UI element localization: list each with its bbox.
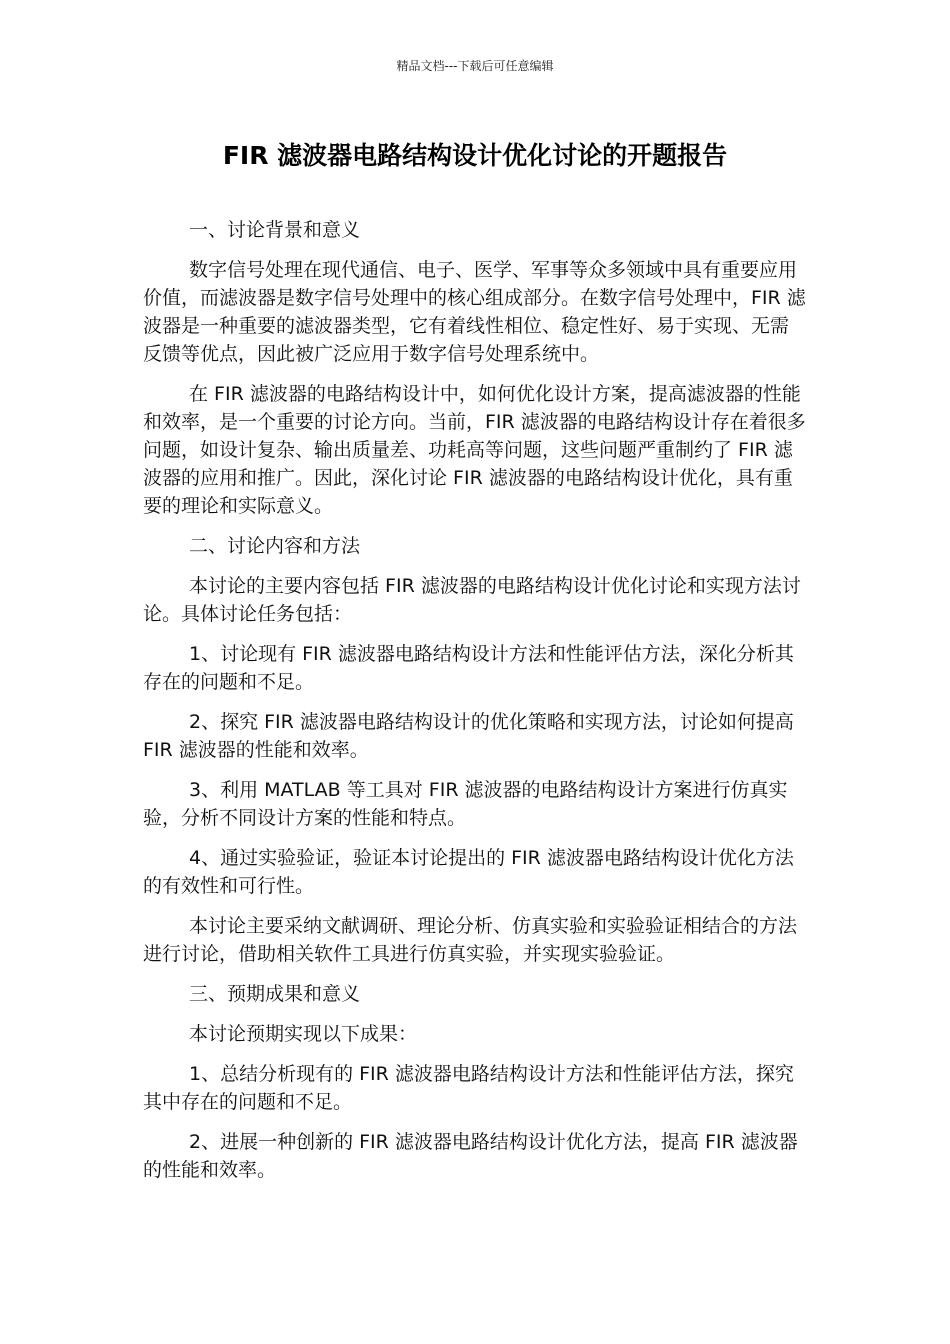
result-item-1: 1、总结分析现有的 FIR 滤波器电路结构设计方法和性能评估方法，探究其中存在的问题和不足。 — [143, 1063, 794, 1113]
section-heading-background: 一、讨论背景和意义 — [189, 219, 361, 241]
paragraph-method-summary: 本讨论主要采纳文献调研、理论分析、仿真实验和实验验证相结合的方法进行讨论，借助相关软件工具进行仿真实验，并实现实验验证。 — [143, 915, 798, 965]
task-item-1: 1、讨论现有 FIR 滤波器电路结构设计方法和性能评估方法，深化分析其存在的问题和不足。 — [143, 643, 794, 693]
paragraph-results-intro: 本讨论预期实现以下成果： — [189, 1023, 418, 1045]
task-item-4: 4、通过实验验证，验证本讨论提出的 FIR 滤波器电路结构设计优化方法的有效性和可行性。 — [143, 847, 794, 897]
document-body — [143, 216, 807, 1196]
task-item-2: 2、探究 FIR 滤波器电路结构设计的优化策略和实现方法，讨论如何提高 FIR 滤波器的性能和效率。 — [143, 711, 794, 761]
page-header: 精品文档---下载后可任意编辑 — [396, 59, 554, 73]
paragraph-background-1: 数字信号处理在现代通信、电子、医学、军事等众多领域中具有重要应用价值，而滤波器是数字信号处理中的核心组成部分。在数字信号处理中，FIR 滤波器是一种重要的滤波器类型，它有着线性相位、稳定性好、易于实现、无需反馈等优点，因此被广泛应用于数字信号处理系统中。 — [143, 259, 806, 365]
section-heading-content-method: 二、讨论内容和方法 — [189, 535, 361, 557]
task-item-3: 3、利用 MATLAB 等工具对 FIR 滤波器的电路结构设计方案进行仿真实验，分析不同设计方案的性能和特点。 — [143, 779, 788, 829]
document-title: FIR 滤波器电路结构设计优化讨论的开题报告 — [222, 141, 728, 170]
paragraph-background-2: 在 FIR 滤波器的电路结构设计中，如何优化设计方案，提高滤波器的性能和效率，是一个重要的讨论方向。当前，FIR 滤波器的电路结构设计存在着很多问题，如设计复杂、输出质量差、功耗高等问题，这些问题严重制约了 FIR 滤波器的应用和推广。因此，深化讨论 FIR 滤波器的电路结构设计优化，具有重要的理论和实际意义。 — [143, 383, 806, 517]
result-item-2: 2、进展一种创新的 FIR 滤波器电路结构设计优化方法，提高 FIR 滤波器的性能和效率。 — [143, 1131, 798, 1181]
paragraph-content-intro: 本讨论的主要内容包括 FIR 滤波器的电路结构设计优化讨论和实现方法讨论。具体讨论任务包括： — [143, 575, 801, 625]
section-heading-expected-results: 三、预期成果和意义 — [189, 983, 361, 1005]
